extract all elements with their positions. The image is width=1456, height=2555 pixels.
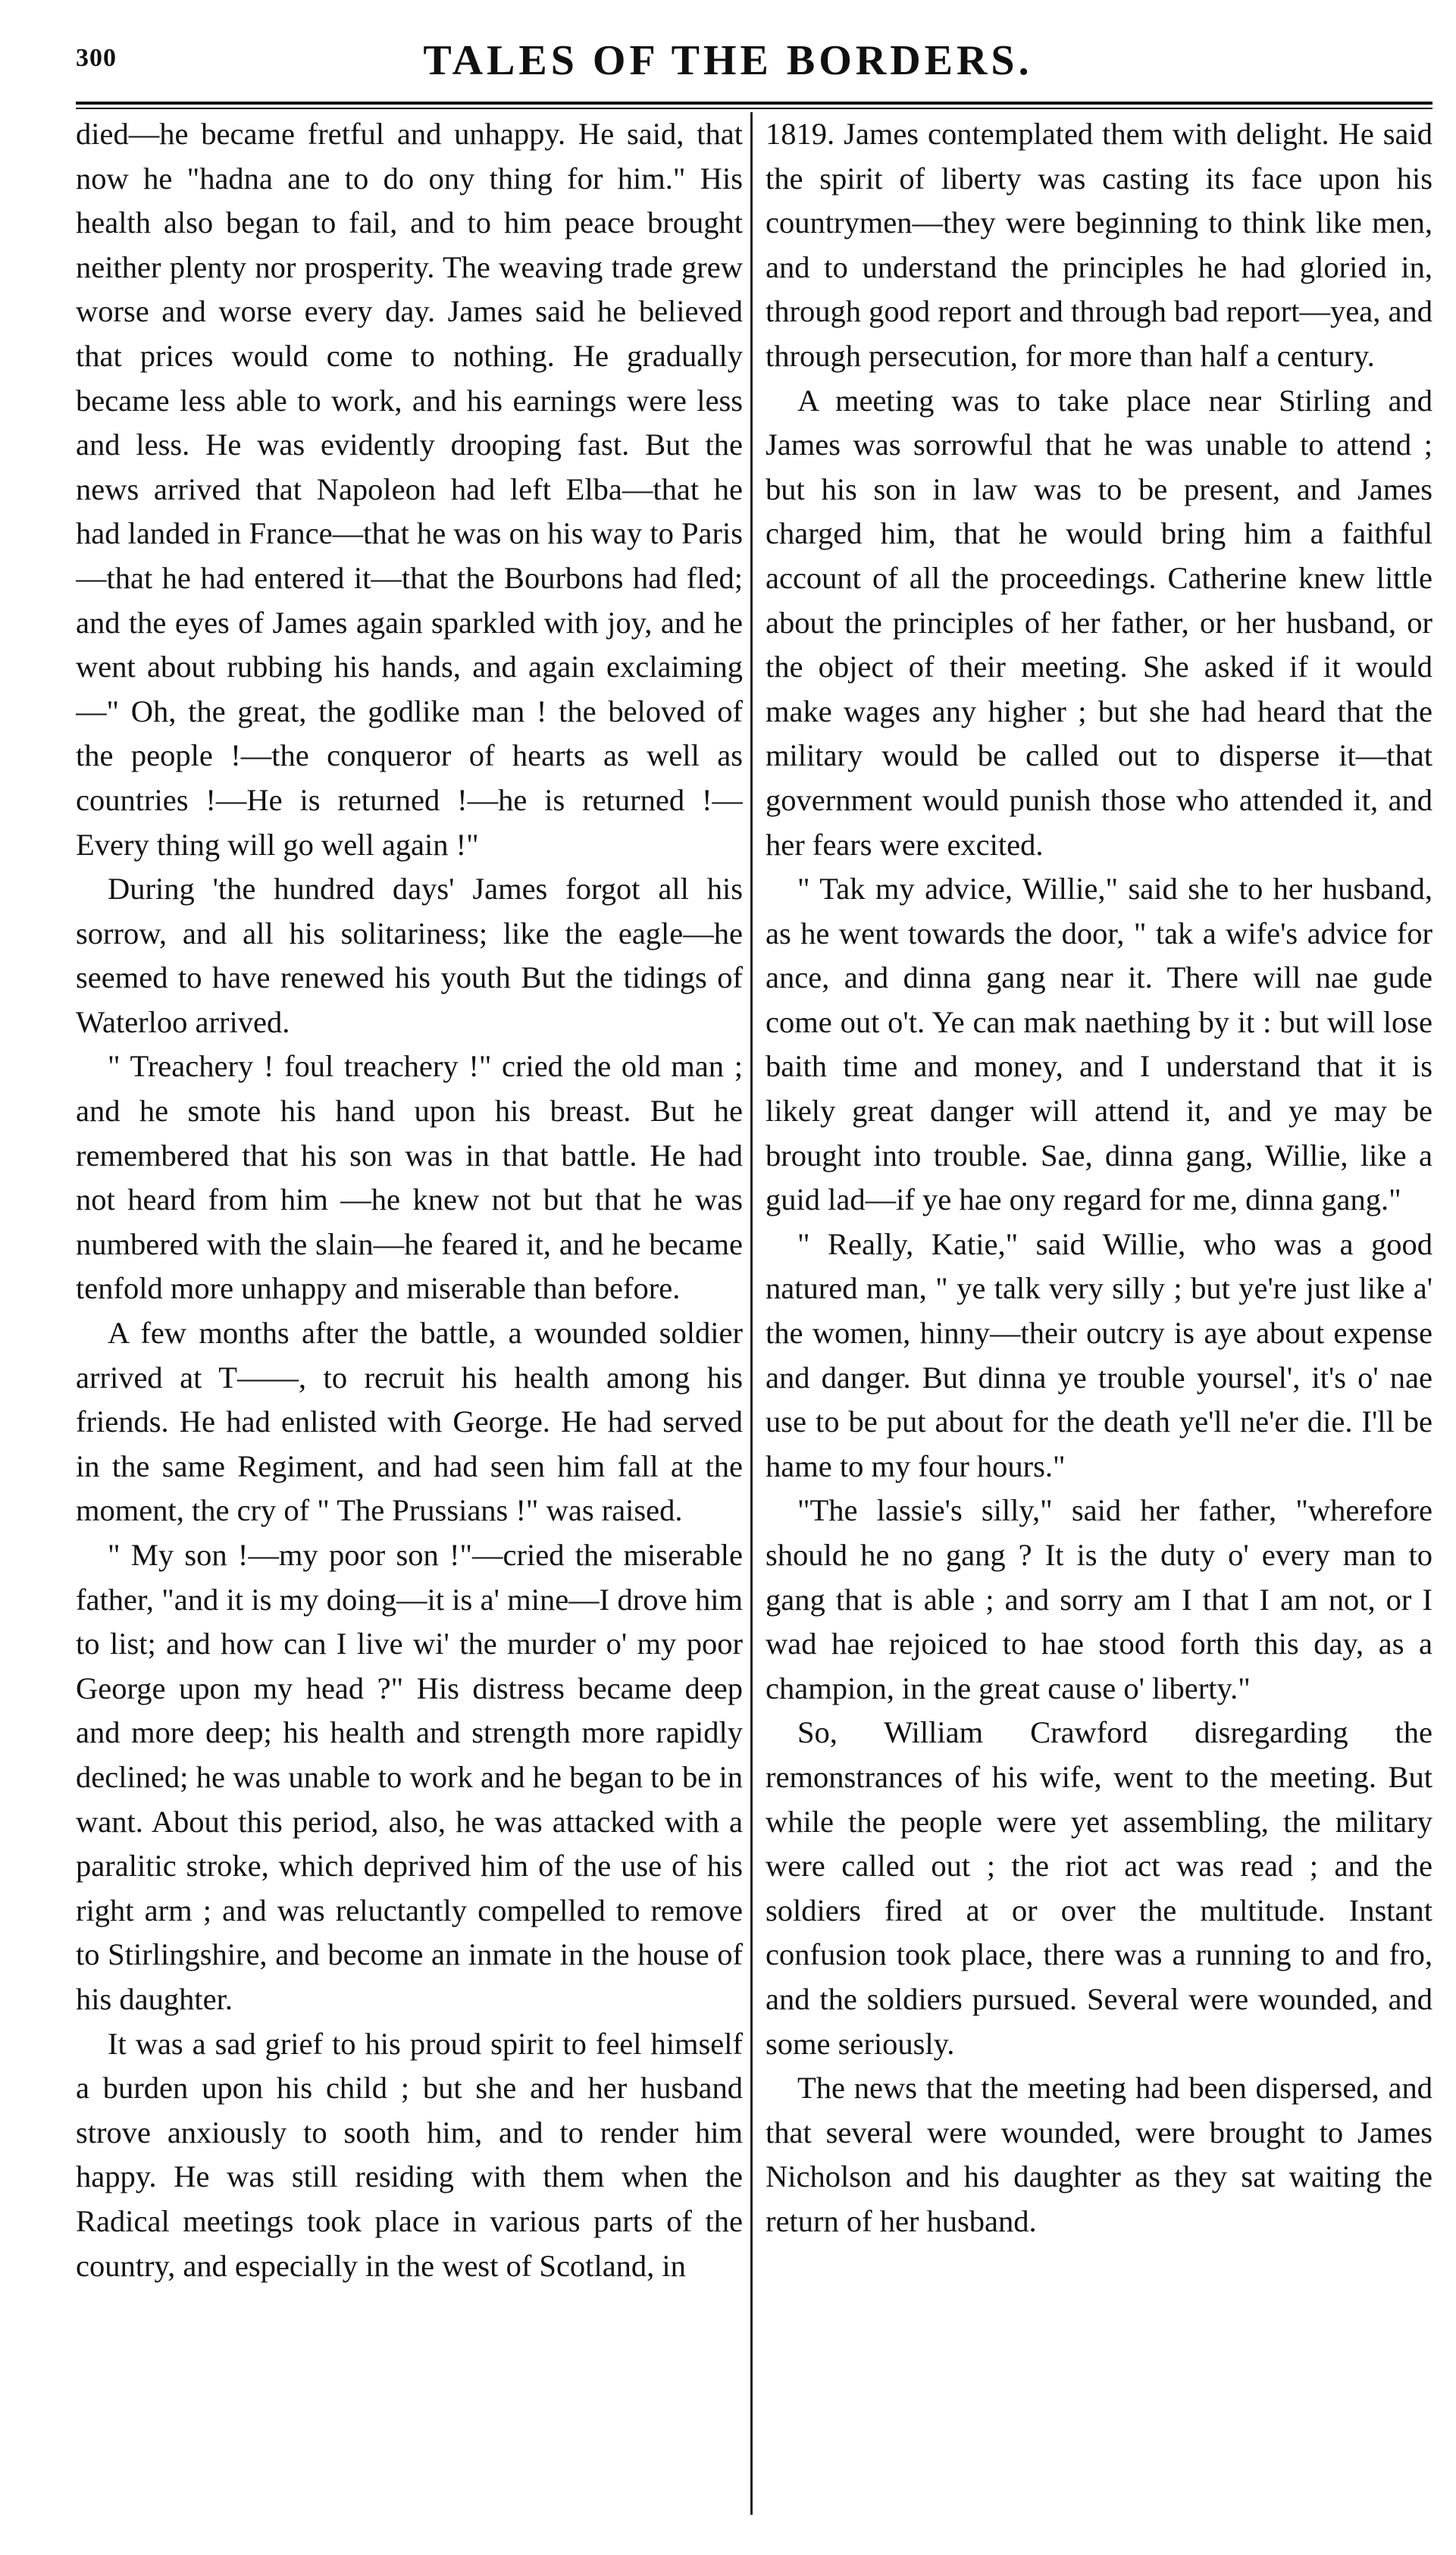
paragraph: " Treachery ! foul treachery !" cried the old man ; and he smote his hand upon his breast. But he remembered that his son was in that battle. He had not heard from him —he knew not but that he was numbered with the slain—he feared it, and he became tenfold more unhappy and miserable than before. [76, 1049, 743, 1306]
paragraph: During 'the hundred days' James forgot all his sorrow, and all his solitariness; like the eagle—he seemed to have renewed his youth But the tidings of Waterloo arrived. [76, 872, 743, 1039]
paragraph: A few months after the battle, a wounded soldier arrived at T——, to recruit his health among his friends. He had enlisted with George. He had served in the same Regiment, and had seen him fall at the moment, the cry of " The Prussians !" was raised. [76, 1316, 743, 1528]
paragraph: A meeting was to take place near Stirling and James was sorrowful that he was unable to attend ; but his son in law was to be present, and James charged him, that he would bring him a faithful account of all the proceedings. Catherine knew little about the principles of her father, or her husband, or the object of their meeting. She asked if it would make wages any higher ; but she had heard that the military would be called out to disperse it—that government would punish those who attended it, and her fears were excited. [766, 383, 1433, 862]
column-divider [750, 112, 753, 2515]
page-number: 300 [76, 44, 117, 72]
paragraph: " Tak my advice, Willie," said she to her husband, as he went towards the door, " tak a wife's advice for ance, and dinna gang near it. There will nae gude come out o't. Ye can mak naething by it : but will lose baith time and money, and I understand that it is likely great danger will attend it, and ye may be brought into trouble. Sae, dinna gang, Willie, like a guid lad—if ye hae ony regard for me, dinna gang." [766, 872, 1433, 1217]
header-rule-thin [76, 108, 1433, 109]
paragraph: It was a sad grief to his proud spirit to feel himself a burden upon his child ; but she and her husband strove anxiously to sooth him, and to render him happy. He was still residing with them when the Radical meetings took place in various parts of the country, and especially in the west of Scotland, in [76, 2026, 743, 2283]
right-column [766, 112, 1433, 2530]
paragraph: The news that the meeting had been dispersed, and that several were wounded, were brought to James Nicholson and his daughter as they sat waiting the return of her husband. [766, 2071, 1433, 2238]
running-head: TALES OF THE BORDERS. [423, 37, 1033, 84]
paragraph: 1819. James contemplated them with delight. He said the spirit of liberty was casting its face upon his countrymen—they were beginning to think like men, and to understand the principles he had gloried in, through good report and through bad report—yea, and through persecution, for more than half a century. [766, 117, 1433, 373]
paragraph: So, William Crawford disregarding the remonstrances of his wife, went to the meeting. But while the people were yet assembling, the military were called out ; the riot act was read ; and the soldiers fired at or over the multitude. Instant confusion took place, there was a running to and fro, and the soldiers pursued. Several were wounded, and some seriously. [766, 1715, 1433, 2061]
paragraph: " Really, Katie," said Willie, who was a good natured man, " ye talk very silly ; but ye're just like a' the women, hinny—their outcry is aye about expense and danger. But dinna ye trouble yoursel', it's o' nae use to be put about for the death ye'll ne'er die. I'll be hame to my four hours." [766, 1226, 1433, 1483]
paragraph: "The lassie's silly," said her father, "wherefore should he no gang ? It is the duty o' every man to gang that is able ; and sorry am I that I am not, or I wad hae rejoiced to hae stood forth this day, as a champion, in the great cause o' liberty." [766, 1493, 1433, 1705]
paragraph: died—he became fretful and unhappy. He said, that now he "hadna ane to do ony thing for him." His health also began to fail, and to him peace brought neither plenty nor prosperity. The weaving trade grew worse and worse every day. James said he believed that prices would come to nothing. He gradually became less able to work, and his earnings were less and less. He was evidently drooping fast. But the news arrived that Napoleon had left Elba—that he had landed in France—that he was on his way to Paris—that he had entered it—that the Bourbons had fled; and the eyes of James again sparkled with joy, and he went about rubbing his hands, and again exclaiming—" Oh, the great, the godlike man ! the beloved of the people !—the conqueror of hearts as well as countries !—He is returned !—he is returned !—Every thing will go well again !" [76, 117, 743, 862]
left-column [76, 112, 743, 2530]
paragraph: " My son !—my poor son !"—cried the miserable father, "and it is my doing—it is a' mine—I drove him to list; and how can I live wi' the murder o' my poor George upon my head ?" His distress became deep and more deep; his health and strength more rapidly declined; he was unable to work and he began to be in want. About this period, also, he was attacked with a paralitic stroke, which deprived him of the use of his right arm ; and was reluctantly compelled to remove to Stirlingshire, and become an inmate in the house of his daughter. [76, 1538, 743, 2016]
header-rule [76, 102, 1433, 105]
